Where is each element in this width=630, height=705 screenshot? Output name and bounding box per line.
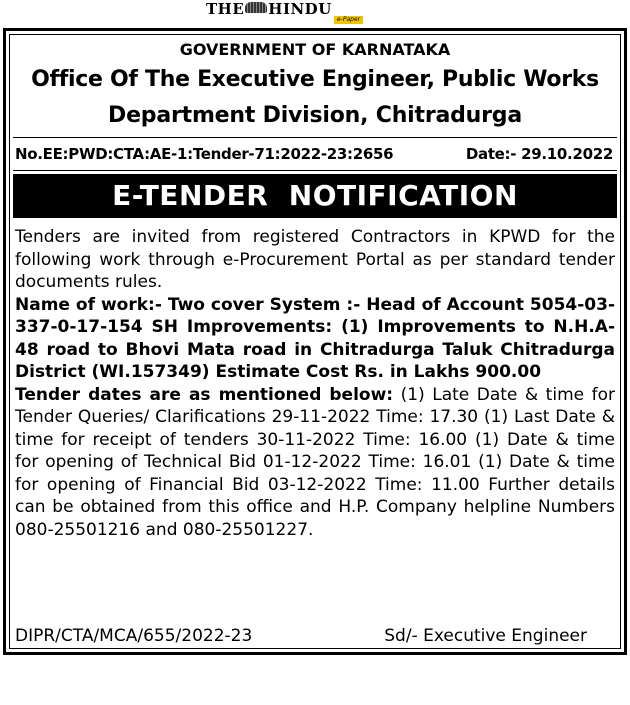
tender-dates-text: (1) Late Date & time for Tender Queries/ Clarifications 29-11-2022 Time: 17.30 (1) Last Date & time for receipt of tenders 30-11-2022 Time: 16.00 (1) Date & time for opening of Technical Bid 01-12-2022 Time: 16.01 (1) Date & time for opening of Financial Bid 03-12-2022 Time: 11.00 Further details can be obtained from this office and H.P. Company helpline Numbers 080-25501216 and 080-25501227. xyxy=(15,384,615,540)
tender-dates-paragraph xyxy=(15,384,615,542)
newspaper-logo xyxy=(206,0,332,18)
dipr-code: DIPR/CTA/MCA/655/2022-23 xyxy=(15,626,253,646)
elephant-emblem-icon xyxy=(245,2,267,13)
government-heading: GOVERNMENT OF KARNATAKA xyxy=(179,40,451,59)
work-description: Name of work:- Two cover System :- Head of Account 5054-03-337-0-17-154 SH Improvements: (1) Improvements to N.H.A-48 road to Bhovi Mata road in Chitradurga Taluk Chitradurga District (WI.157349) Estimate Cost Rs. in Lakhs 900.00 xyxy=(15,294,615,382)
notice-body xyxy=(15,226,615,541)
notice-footer xyxy=(13,625,617,647)
logo-text-the: THE xyxy=(206,0,245,18)
logo-text-hindu: HINDU xyxy=(268,0,332,18)
tender-notice xyxy=(3,28,627,655)
notice-title-banner: E-TENDER NOTIFICATION xyxy=(13,174,617,218)
division-heading: Department Division, Chitradurga xyxy=(108,103,522,128)
reference-date: Date:- 29.10.2022 xyxy=(465,145,613,163)
epaper-tag: e-Paper xyxy=(334,16,363,24)
reference-number: No.EE:PWD:CTA:AE-1:Tender-71:2022-23:2656 xyxy=(15,145,394,163)
intro-paragraph: Tenders are invited from registered Contractors in KPWD for the following work through e-Procurement Portal as per standard tender documents rules. xyxy=(15,227,615,292)
signature-line: Sd/- Executive Engineer xyxy=(384,626,587,646)
reference-line xyxy=(13,137,617,171)
office-heading: Office Of The Executive Engineer, Public Works xyxy=(31,67,599,92)
newspaper-masthead xyxy=(0,0,630,26)
tender-dates-label: Tender dates are as mentioned below: xyxy=(15,384,394,405)
